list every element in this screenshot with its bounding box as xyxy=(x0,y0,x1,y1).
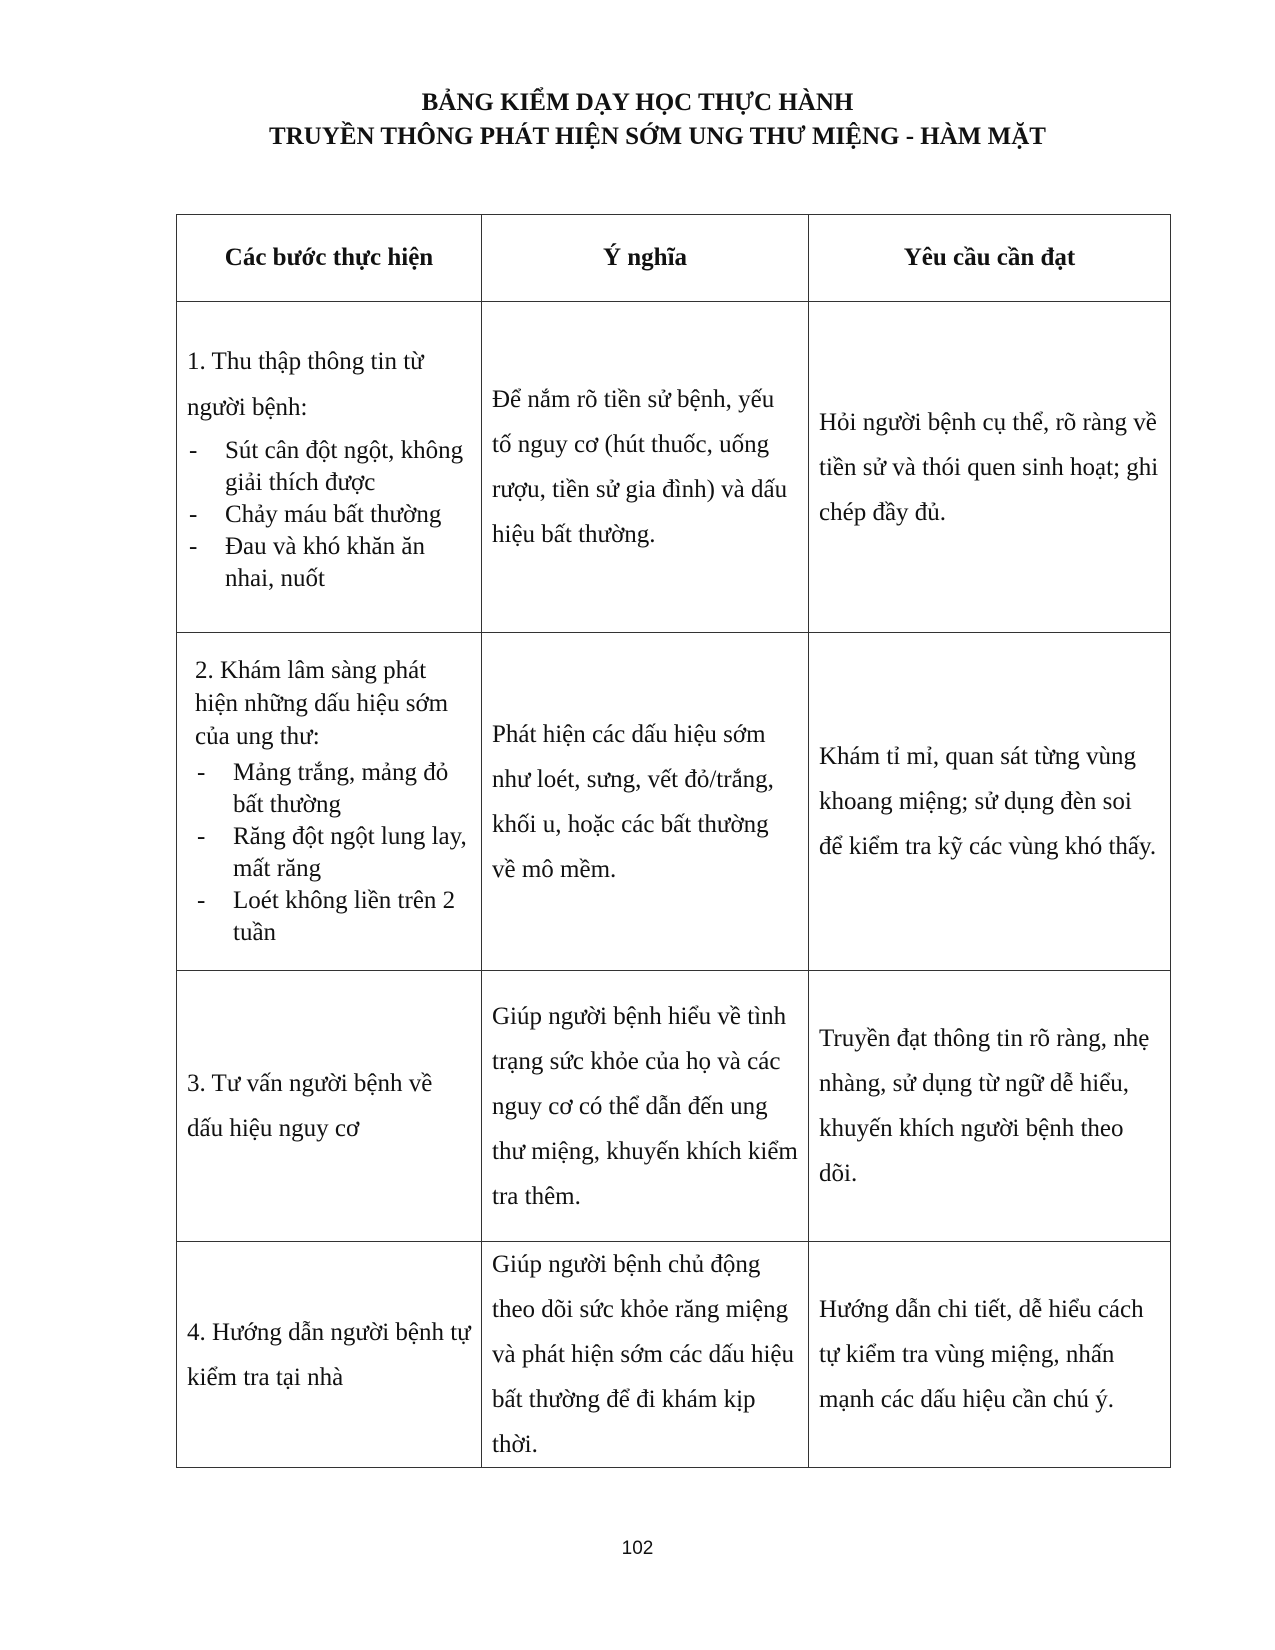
step-title: 2. Khám lâm sàng phát hiện những dấu hiệu sớm của ung thư: xyxy=(195,657,449,750)
step-title: 3. Tư vấn người bệnh về dấu hiệu nguy cơ xyxy=(187,1070,433,1142)
requirement-text: Hỏi người bệnh cụ thể, rõ ràng về tiền sử và thói quen sinh hoạt; ghi chép đầy đủ. xyxy=(819,408,1159,526)
requirement-text: Hướng dẫn chi tiết, dễ hiểu cách tự kiểm tra vùng miệng, nhấn mạnh các dấu hiệu cần chú ý. xyxy=(819,1296,1144,1413)
table-row xyxy=(177,302,1171,633)
header-requirement: Yêu cầu cần đạt xyxy=(809,215,1171,302)
header-steps: Các bước thực hiện xyxy=(177,215,482,302)
requirement-cell xyxy=(809,633,1171,971)
step-cell xyxy=(177,633,482,971)
requirement-text: Truyền đạt thông tin rõ ràng, nhẹ nhàng, sử dụng từ ngữ dễ hiểu, khuyến khích người bệnh theo dõi. xyxy=(819,1025,1150,1187)
requirement-cell xyxy=(809,971,1171,1242)
title-line-2: TRUYỀN THÔNG PHÁT HIỆN SỚM UNG THƯ MIỆNG - HÀM MẶT xyxy=(269,123,1046,150)
table-row xyxy=(177,1242,1171,1468)
requirement-cell xyxy=(809,1242,1171,1468)
requirement-text: Khám tỉ mỉ, quan sát từng vùng khoang miệng; sử dụng đèn soi để kiểm tra kỹ các vùng khó thấy. xyxy=(819,743,1157,860)
step-bullets xyxy=(187,435,471,595)
meaning-text: Để nắm rõ tiền sử bệnh, yếu tố nguy cơ (hút thuốc, uống rượu, tiền sử gia đình) và dấu hiệu bất thường. xyxy=(492,386,788,548)
meaning-cell xyxy=(482,633,809,971)
meaning-cell xyxy=(482,302,809,633)
bullet-item: - Loét không liền trên 2 tuần xyxy=(195,885,471,949)
bullet-item: - Mảng trắng, mảng đỏ bất thường xyxy=(195,757,471,821)
title-line-1: BẢNG KIỂM DẠY HỌC THỰC HÀNH xyxy=(421,89,854,116)
meaning-text: Giúp người bệnh chủ động theo dõi sức khỏe răng miệng và phát hiện sớm các dấu hiệu bất thường để đi khám kịp thời. xyxy=(492,1251,795,1458)
document-title xyxy=(0,86,1275,154)
table-header-row xyxy=(177,215,1171,302)
bullet-item: - Sút cân đột ngột, không giải thích được xyxy=(187,435,471,499)
meaning-cell xyxy=(482,971,809,1242)
bullet-item: - Răng đột ngột lung lay, mất răng xyxy=(195,821,471,885)
table-row xyxy=(177,633,1171,971)
meaning-text: Phát hiện các dấu hiệu sớm như loét, sưng, vết đỏ/trắng, khối u, hoặc các bất thường về mô mềm. xyxy=(492,720,774,883)
bullet-item: - Đau và khó khăn ăn nhai, nuốt xyxy=(187,531,471,595)
requirement-cell xyxy=(809,302,1171,633)
step-cell xyxy=(177,302,482,633)
meaning-text: Giúp người bệnh hiểu về tình trạng sức khỏe của họ và các nguy cơ có thể dẫn đến ung thư miệng, khuyến khích kiểm tra thêm. xyxy=(492,1002,798,1210)
checklist-table xyxy=(176,214,1171,1468)
bullet-item: - Chảy máu bất thường xyxy=(187,499,471,531)
page-number: 102 xyxy=(621,1538,654,1559)
step-bullets xyxy=(195,757,471,949)
meaning-cell xyxy=(482,1242,809,1468)
step-cell xyxy=(177,1242,482,1468)
table-row xyxy=(177,971,1171,1242)
header-meaning: Ý nghĩa xyxy=(482,215,809,302)
step-title: 4. Hướng dẫn người bệnh tự kiểm tra tại nhà xyxy=(187,1318,471,1391)
step-title: 1. Thu thập thông tin từ người bệnh: xyxy=(187,348,424,421)
step-cell xyxy=(177,971,482,1242)
